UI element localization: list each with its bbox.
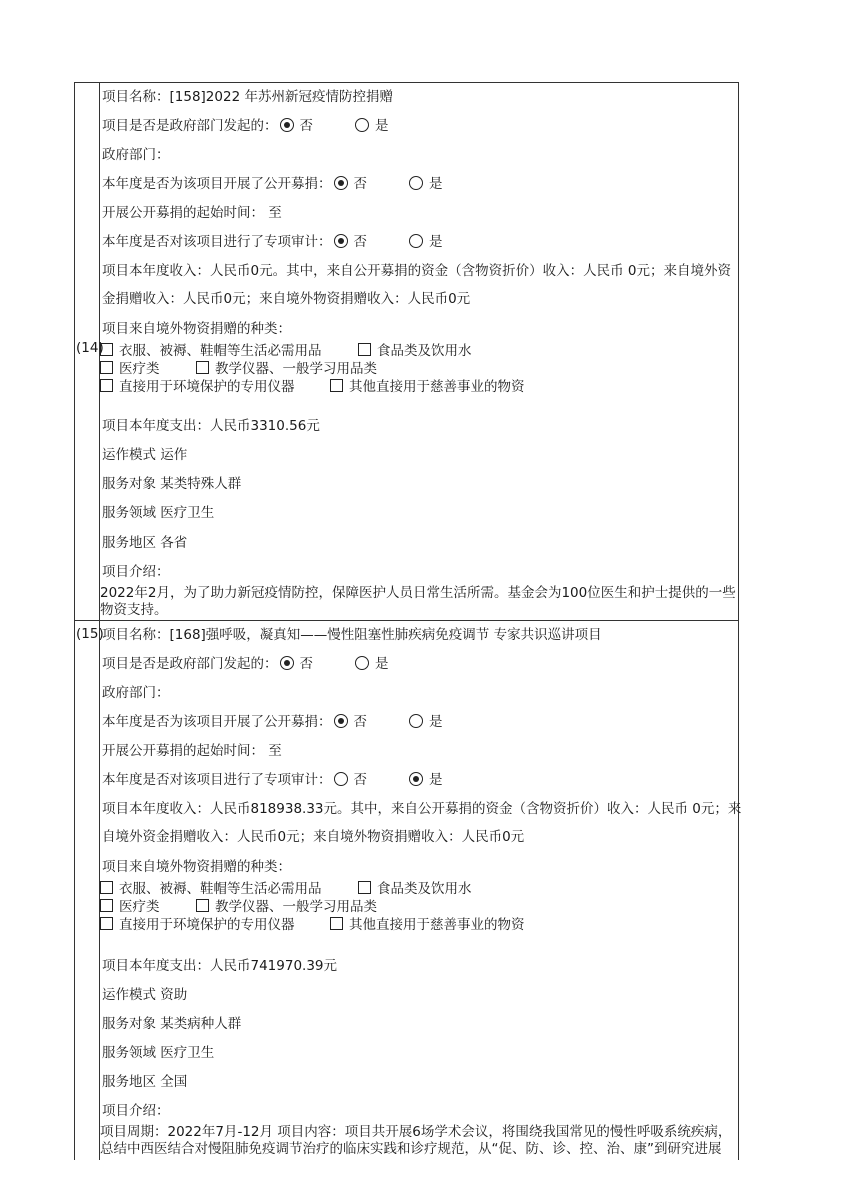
project-number: (15) xyxy=(76,626,104,642)
kind-daily-necessities: 衣服、被褥、鞋帽等生活必需用品 xyxy=(100,880,322,898)
radio-empty-icon xyxy=(355,656,369,670)
radio-selected-icon xyxy=(334,234,348,248)
income-line-1: 项目本年度收入：人民币818938.33元。其中，来自公开募捐的资金（含物资折价）收入：人民币 0元；来 xyxy=(102,801,742,817)
income-line-1: 项目本年度收入：人民币0元。其中，来自公开募捐的资金（含物资折价）收入：人民币 0元；来自境外资 xyxy=(102,263,731,279)
service-field: 服务领域 医疗卫生 xyxy=(102,505,215,521)
service-target: 服务对象 某类病种人群 xyxy=(102,1016,242,1032)
gov-initiated-question: 项目是否是政府部门发起的： 否 是 xyxy=(102,656,389,672)
service-field: 服务领域 医疗卫生 xyxy=(102,1045,215,1061)
intro-label: 项目介绍： xyxy=(102,564,170,580)
radio-empty-icon xyxy=(355,118,369,132)
audit-question: 本年度是否对该项目进行了专项审计： 否 是 xyxy=(102,772,443,788)
project-name: 项目名称：[158]2022 年苏州新冠疫情防控捐赠 xyxy=(102,89,393,105)
intro-text: 项目周期：2022年7月-12月 项目内容：项目共开展6场学术会议，将围绕我国常见的慢性呼吸系统疾病，总结中西医结合对慢阻肺免疫调节治疗的临床实践和诊疗规范，从“促、防、诊、控、治、康”到研究进展 xyxy=(100,1124,732,1157)
radio-empty-icon xyxy=(409,714,423,728)
audit-question: 本年度是否对该项目进行了专项审计： 否 是 xyxy=(102,234,443,250)
checkbox-icon xyxy=(100,379,113,392)
project-14-section xyxy=(74,82,738,620)
gov-dept: 政府部门： xyxy=(102,685,170,701)
expense: 项目本年度支出：人民币3310.56元 xyxy=(102,418,320,434)
project-name: 项目名称：[168]强呼吸，凝真知——慢性阻塞性肺疾病免疫调节 专家共识巡讲项目 xyxy=(102,627,602,643)
table-right-border xyxy=(738,82,739,1160)
fundraising-time: 开展公开募捐的起始时间： 至 xyxy=(102,743,282,759)
checkbox-icon xyxy=(100,899,113,912)
kind-teaching: 教学仪器、一般学习用品类 xyxy=(196,898,377,916)
gov-initiated-question: 项目是否是政府部门发起的： 否 是 xyxy=(102,118,389,134)
public-fundraising-question: 本年度是否为该项目开展了公开募捐： 否 是 xyxy=(102,714,443,730)
checkbox-icon xyxy=(196,361,209,374)
radio-selected-icon xyxy=(280,118,294,132)
kind-other: 其他直接用于慈善事业的物资 xyxy=(330,378,525,396)
gov-dept: 政府部门： xyxy=(102,147,170,163)
radio-selected-icon xyxy=(334,714,348,728)
checkbox-icon xyxy=(100,881,113,894)
donation-kinds-question: 项目来自境外物资捐赠的种类： xyxy=(102,859,291,875)
donation-kinds-question: 项目来自境外物资捐赠的种类： xyxy=(102,321,291,337)
radio-empty-icon xyxy=(409,234,423,248)
operation-mode: 运作模式 运作 xyxy=(102,447,188,463)
kind-medical: 医疗类 xyxy=(100,360,160,378)
checkbox-icon xyxy=(358,343,371,356)
checkbox-icon xyxy=(330,379,343,392)
intro-text: 2022年2月，为了助力新冠疫情防控，保障医护人员日常生活所需。基金会为100位医生和护士提供的一些物资支持。 xyxy=(100,585,736,618)
checkbox-icon xyxy=(358,881,371,894)
kind-food: 食品类及饮用水 xyxy=(358,880,472,898)
kind-medical: 医疗类 xyxy=(100,898,160,916)
kind-other: 其他直接用于慈善事业的物资 xyxy=(330,916,525,934)
income-line-2: 自境外资金捐赠收入：人民币0元；来自境外物资捐赠收入：人民币0元 xyxy=(102,829,525,845)
service-area: 服务地区 全国 xyxy=(102,1074,188,1090)
radio-selected-icon xyxy=(280,656,294,670)
checkbox-icon xyxy=(100,917,113,930)
kind-teaching: 教学仪器、一般学习用品类 xyxy=(196,360,377,378)
kind-environment: 直接用于环境保护的专用仪器 xyxy=(100,916,295,934)
operation-mode: 运作模式 资助 xyxy=(102,987,188,1003)
service-target: 服务对象 某类特殊人群 xyxy=(102,476,242,492)
income-line-2: 金捐赠收入：人民币0元；来自境外物资捐赠收入：人民币0元 xyxy=(102,291,471,307)
radio-selected-icon xyxy=(334,176,348,190)
kind-daily-necessities: 衣服、被褥、鞋帽等生活必需用品 xyxy=(100,342,322,360)
public-fundraising-question: 本年度是否为该项目开展了公开募捐： 否 是 xyxy=(102,176,443,192)
project-number: (14) xyxy=(76,340,104,356)
checkbox-icon xyxy=(100,361,113,374)
radio-empty-icon xyxy=(334,772,348,786)
checkbox-icon xyxy=(330,917,343,930)
intro-label: 项目介绍： xyxy=(102,1103,170,1119)
kind-environment: 直接用于环境保护的专用仪器 xyxy=(100,378,295,396)
radio-selected-icon xyxy=(409,772,423,786)
project-15-section xyxy=(74,620,742,1160)
radio-empty-icon xyxy=(409,176,423,190)
checkbox-icon xyxy=(100,343,113,356)
kind-food: 食品类及饮用水 xyxy=(358,342,472,360)
service-area: 服务地区 各省 xyxy=(102,535,188,551)
checkbox-icon xyxy=(196,899,209,912)
expense: 项目本年度支出：人民币741970.39元 xyxy=(102,958,338,974)
fundraising-time: 开展公开募捐的起始时间： 至 xyxy=(102,205,282,221)
